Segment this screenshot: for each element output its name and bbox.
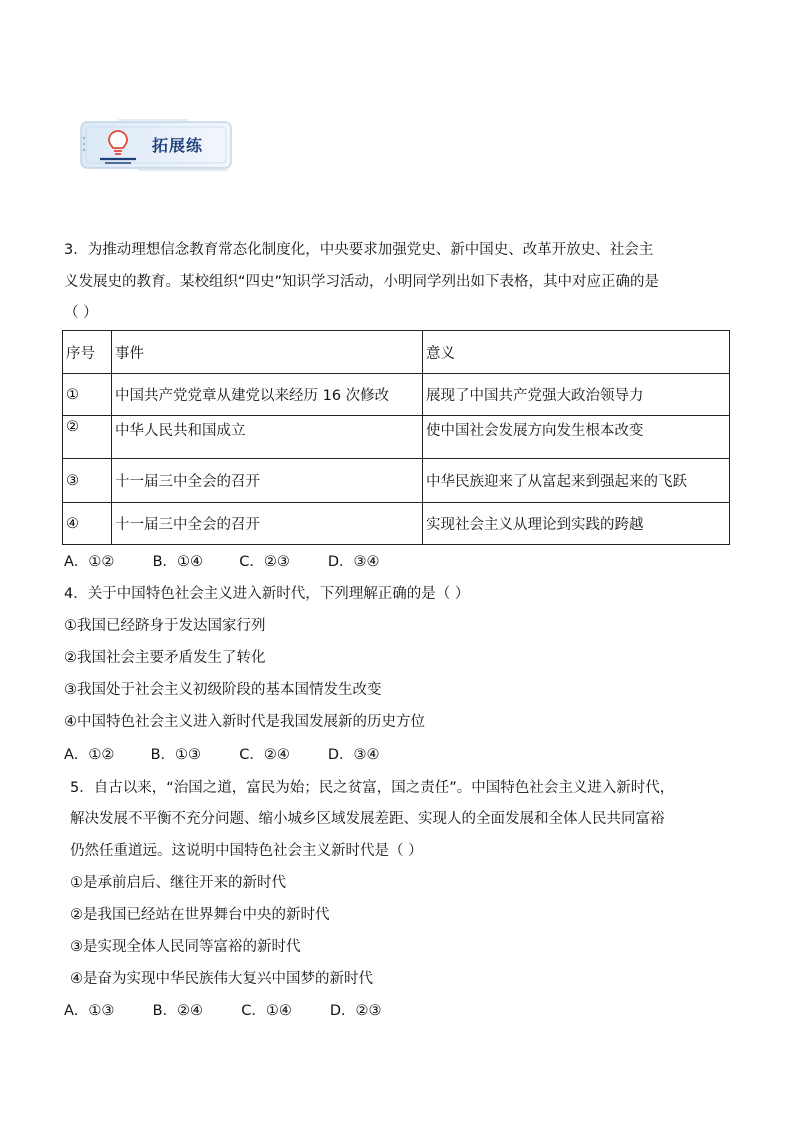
- q5-item-4: ④是奋为实现中华民族伟大复兴中国梦的新时代: [70, 971, 373, 987]
- q5-item-2: ②是我国已经站在世界舞台中央的新时代: [70, 907, 330, 923]
- q3-options: [64, 552, 380, 572]
- option-a[interactable]: A．①②: [64, 554, 115, 570]
- table-row: [63, 459, 730, 503]
- table-row: [63, 416, 730, 459]
- table-cell: ③: [63, 459, 112, 503]
- table-cell: 中华民族迎来了从富起来到强起来的飞跃: [423, 459, 730, 503]
- option-c[interactable]: C．②④: [239, 747, 290, 763]
- table-cell: 使中国社会发展方向发生根本改变: [423, 416, 730, 459]
- option-b[interactable]: B．②④: [152, 1003, 204, 1019]
- table-cell: ②: [63, 416, 112, 459]
- option-c[interactable]: C．②③: [239, 554, 290, 570]
- q4-item-4: ④中国特色社会主义进入新时代是我国发展新的历史方位: [64, 714, 425, 730]
- table-row: [63, 503, 730, 545]
- q3-stem-line2: 义发展史的教育。某校组织“四史”知识学习活动，小明同学列出如下表格，其中对应正确的是: [64, 274, 660, 290]
- q5-options: [64, 1001, 382, 1021]
- option-c[interactable]: C．①④: [241, 1003, 292, 1019]
- option-a[interactable]: A．①②: [64, 747, 115, 763]
- table-header-cell: 事件: [112, 331, 423, 374]
- q4-item-3: ③我国处于社会主义初级阶段的基本国情发生改变: [64, 682, 382, 698]
- table-header-cell: 意义: [423, 331, 730, 374]
- q5-stem-line3: 仍然任重道远。这说明中国特色社会主义新时代是（ ）: [70, 843, 423, 859]
- table-cell: ①: [63, 374, 112, 416]
- section-title: 拓展练: [152, 136, 204, 155]
- table-cell: 中国共产党党章从建党以来经历 16 次修改: [112, 374, 423, 416]
- table-cell: ④: [63, 503, 112, 545]
- option-d[interactable]: D．③④: [327, 554, 380, 570]
- option-d[interactable]: D．③④: [327, 747, 380, 763]
- q4-stem: 4．关于中国特色社会主义进入新时代，下列理解正确的是（ ）: [64, 586, 470, 602]
- q3-stem-line3: （ ）: [64, 305, 98, 321]
- table-header-row: [63, 331, 730, 374]
- q3-stem-line1: 3．为推动理想信念教育常态化制度化，中央要求加强党史、新中国史、改革开放史、社会主: [64, 242, 654, 258]
- table-cell: 中华人民共和国成立: [112, 416, 423, 459]
- table-cell: 十一届三中全会的召开: [112, 459, 423, 503]
- q4-item-2: ②我国社会主要矛盾发生了转化: [64, 650, 266, 666]
- table-cell: 实现社会主义从理论到实践的跨越: [423, 503, 730, 545]
- table-row: [63, 374, 730, 416]
- option-a[interactable]: A．①③: [64, 1003, 115, 1019]
- table-cell: 展现了中国共产党强大政治领导力: [423, 374, 730, 416]
- q5-stem-line2: 解决发展不平衡不充分问题、缩小城乡区域发展差距、实现人的全面发展和全体人民共同富裕: [70, 811, 665, 827]
- option-b[interactable]: B．①④: [152, 554, 204, 570]
- q5-item-1: ①是承前启后、继往开来的新时代: [70, 875, 286, 891]
- table-cell: 十一届三中全会的召开: [112, 503, 423, 545]
- q4-item-1: ①我国已经跻身于发达国家行列: [64, 618, 266, 634]
- option-b[interactable]: B．①③: [150, 747, 202, 763]
- q3-table: [62, 330, 730, 545]
- table-header-cell: 序号: [63, 331, 112, 374]
- option-d[interactable]: D．②③: [329, 1003, 382, 1019]
- q5-item-3: ③是实现全体人民同等富裕的新时代: [70, 939, 301, 955]
- q4-options: [64, 745, 380, 765]
- q5-stem-line1: 5．自古以来，“治国之道，富民为始；民之贫富，国之责任”。中国特色社会主义进入新时代，: [70, 780, 675, 796]
